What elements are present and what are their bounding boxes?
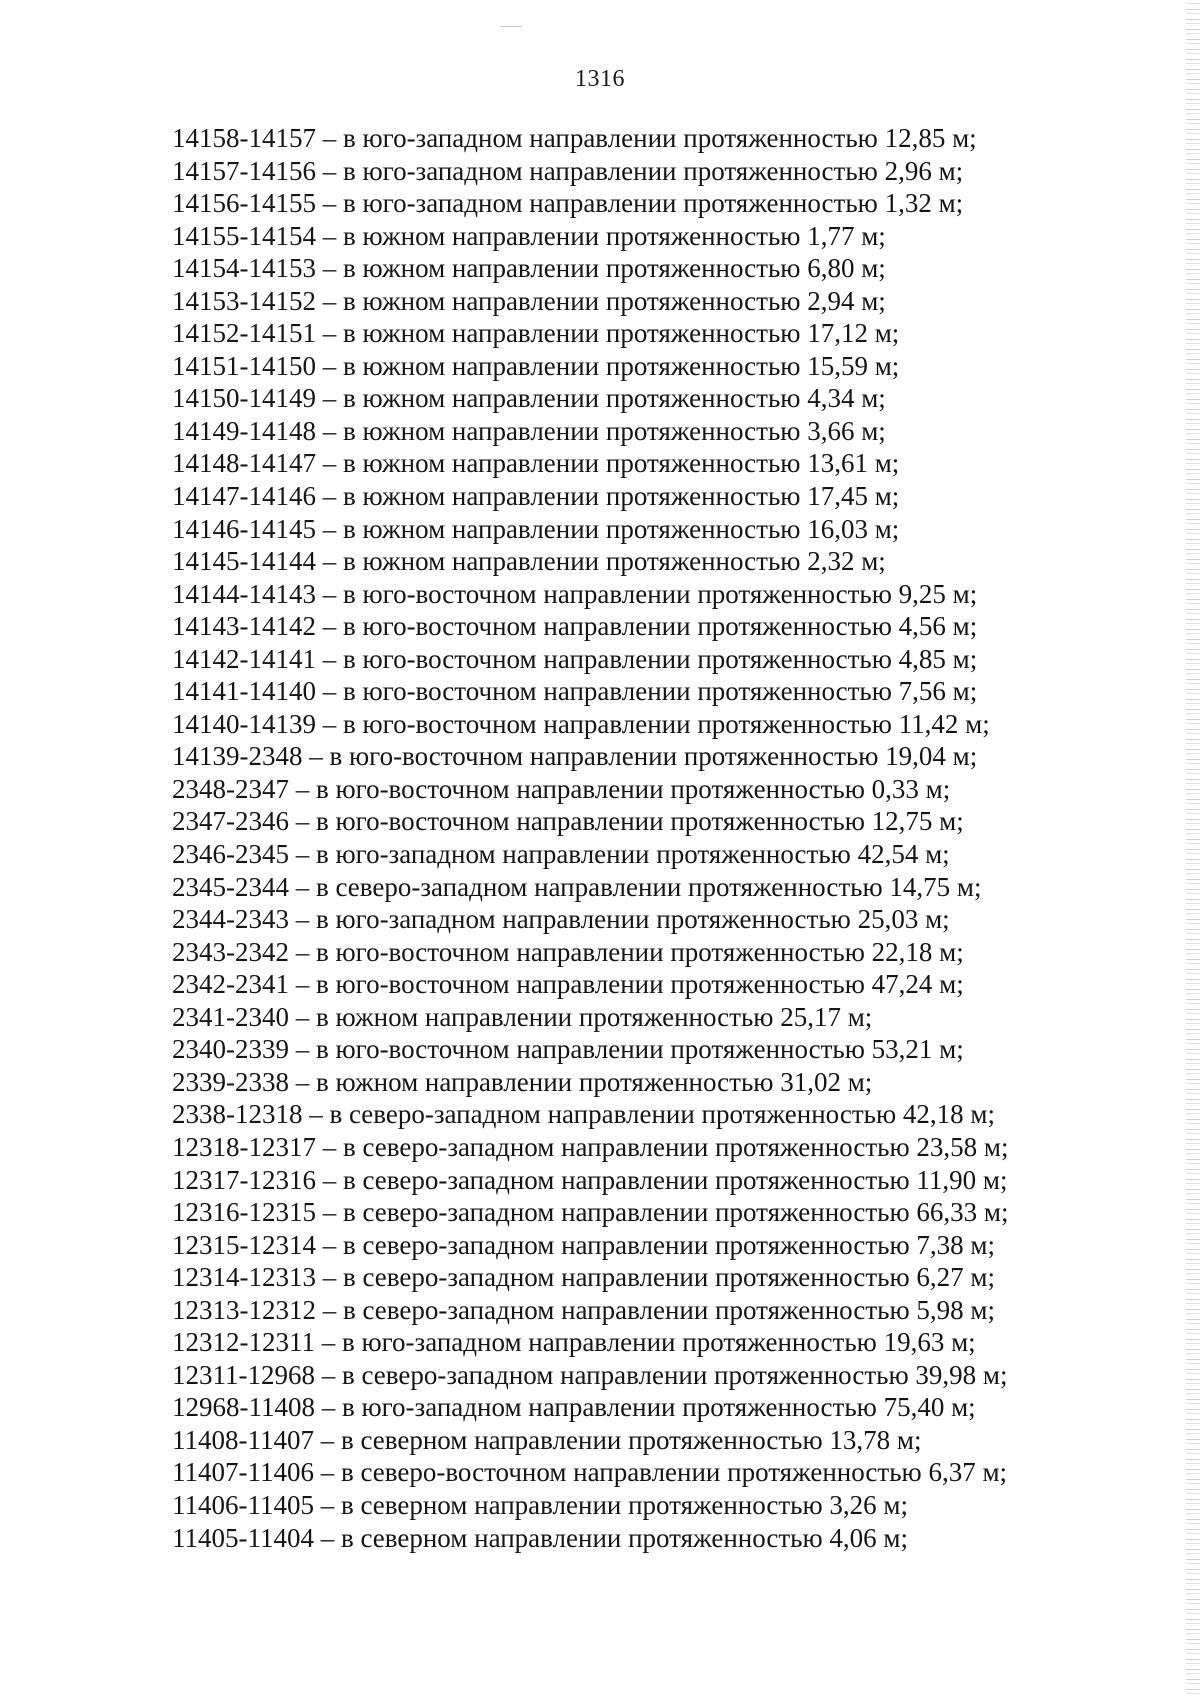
boundary-segment-entry: 14147-14146 – в южном направлении протяженностью 17,45 м; [172,481,900,512]
boundary-segment-entry: 2348-2347 – в юго-восточном направлении протяженностью 0,33 м; [172,773,951,804]
boundary-segment-entry: 12968-11408 – в юго-западном направлении протяженностью 75,40 м; [172,1392,976,1423]
boundary-segment-entry: 2341-2340 – в южном направлении протяженностью 25,17 м; [172,1001,873,1032]
boundary-segment-entry: 12313-12312 – в северо-западном направлении протяженностью 5,98 м; [172,1294,995,1325]
boundary-segment-entry: 14141-14140 – в юго-восточном направлении протяженностью 7,56 м; [172,676,978,707]
boundary-segment-entry: 14157-14156 – в юго-западном направлении протяженностью 2,96 м; [172,155,964,186]
boundary-segment-entry: 14146-14145 – в южном направлении протяженностью 16,03 м; [172,513,900,544]
boundary-segment-entry: 2339-2338 – в южном направлении протяженностью 31,02 м; [172,1066,873,1097]
boundary-segment-entry: 2338-12318 – в северо-западном направлении протяженностью 42,18 м; [172,1099,995,1130]
boundary-segment-entry: 2345-2344 – в северо-западном направлении протяженностью 14,75 м; [172,871,982,902]
boundary-segment-entry: 11408-11407 – в северном направлении протяженностью 13,78 м; [172,1424,922,1455]
page-number: 1316 [575,66,625,92]
boundary-segment-entry: 14139-2348 – в юго-восточном направлении протяженностью 19,04 м; [172,741,978,772]
boundary-segment-list [172,122,1008,1554]
boundary-segment-entry: 12311-12968 – в северо-западном направлении протяженностью 39,98 м; [172,1359,1008,1390]
boundary-segment-entry: 2340-2339 – в юго-восточном направлении протяженностью 53,21 м; [172,1034,964,1065]
boundary-segment-entry: 11405-11404 – в северном направлении протяженностью 4,06 м; [172,1522,909,1553]
boundary-segment-entry: 14143-14142 – в юго-восточном направлении протяженностью 4,56 м; [172,611,978,642]
boundary-segment-entry: 12316-12315 – в северо-западном направлении протяженностью 66,33 м; [172,1197,1009,1228]
boundary-segment-entry: 12314-12313 – в северо-западном направлении протяженностью 6,27 м; [172,1262,995,1293]
boundary-segment-entry: 11407-11406 – в северо-восточном направлении протяженностью 6,37 м; [172,1457,1008,1488]
boundary-segment-entry: 11406-11405 – в северном направлении протяженностью 3,26 м; [172,1489,909,1520]
boundary-segment-entry: 12312-12311 – в юго-западном направлении протяженностью 19,63 м; [172,1327,976,1358]
boundary-segment-entry: 12315-12314 – в северо-западном направлении протяженностью 7,38 м; [172,1229,995,1260]
boundary-segment-entry: 2344-2343 – в юго-западном направлении протяженностью 25,03 м; [172,904,950,935]
boundary-segment-entry: 14153-14152 – в южном направлении протяженностью 2,94 м; [172,285,886,316]
boundary-segment-entry: 2342-2341 – в юго-восточном направлении протяженностью 47,24 м; [172,969,964,1000]
boundary-segment-entry: 14150-14149 – в южном направлении протяженностью 4,34 м; [172,383,886,414]
boundary-segment-entry: 2343-2342 – в юго-восточном направлении протяженностью 22,18 м; [172,936,964,967]
scan-edge [1186,0,1200,1696]
boundary-segment-entry: 14151-14150 – в южном направлении протяженностью 15,59 м; [172,350,900,381]
boundary-segment-entry: 14149-14148 – в южном направлении протяженностью 3,66 м; [172,415,886,446]
boundary-segment-entry: 2346-2345 – в юго-западном направлении протяженностью 42,54 м; [172,839,950,870]
boundary-segment-entry: 14152-14151 – в южном направлении протяженностью 17,12 м; [172,318,900,349]
boundary-segment-entry: 14144-14143 – в юго-восточном направлении протяженностью 9,25 м; [172,578,978,609]
boundary-segment-entry: 14155-14154 – в южном направлении протяженностью 1,77 м; [172,220,886,251]
boundary-segment-entry: 14145-14144 – в южном направлении протяженностью 2,32 м; [172,546,886,577]
boundary-segment-entry: 12318-12317 – в северо-западном направлении протяженностью 23,58 м; [172,1131,1009,1162]
boundary-segment-entry: 14154-14153 – в южном направлении протяженностью 6,80 м; [172,253,886,284]
boundary-segment-entry: 14158-14157 – в юго-западном направлении протяженностью 12,85 м; [172,123,977,153]
boundary-segment-entry: 12317-12316 – в северо-западном направлении протяженностью 11,90 м; [172,1164,1008,1195]
boundary-segment-entry: 14148-14147 – в южном направлении протяженностью 13,61 м; [172,448,900,479]
boundary-segment-entry: 14142-14141 – в юго-восточном направлении протяженностью 4,85 м; [172,643,978,674]
boundary-segment-entry: 14156-14155 – в юго-западном направлении протяженностью 1,32 м; [172,188,964,219]
scan-mark [500,26,522,27]
boundary-segment-entry: 2347-2346 – в юго-восточном направлении протяженностью 12,75 м; [172,806,964,837]
boundary-segment-entry: 14140-14139 – в юго-восточном направлении протяженностью 11,42 м; [172,708,990,739]
